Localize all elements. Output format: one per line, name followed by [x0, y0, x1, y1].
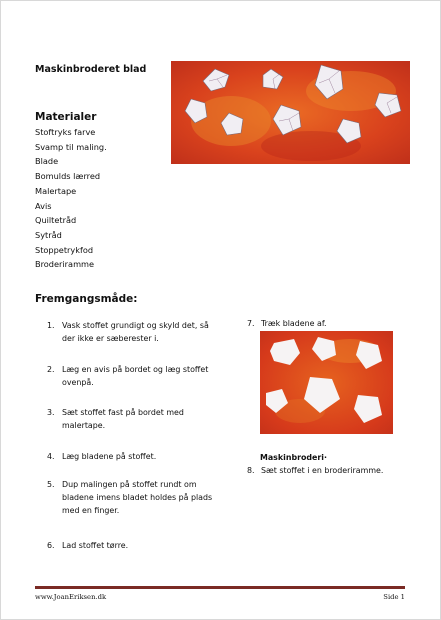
- step-text: Dup malingen på stoffet rundt om bladene imens bladet holdes på plads med en finger.: [62, 480, 213, 515]
- painted-fabric-photo: [260, 331, 393, 434]
- list-item: Stoppetrykfod: [35, 244, 94, 255]
- step-number: 4.: [47, 452, 55, 461]
- page-title: Maskinbroderet blad: [35, 64, 147, 75]
- method-heading: Fremgangsmåde:: [35, 293, 138, 305]
- step-number: 3.: [47, 408, 55, 417]
- step-text: Sæt stoffet i en broderiramme.: [261, 466, 384, 475]
- footer-divider: [35, 586, 405, 589]
- embroidered-leaves-photo: [171, 61, 410, 164]
- list-item: Malertape: [35, 185, 77, 196]
- step-number: 2.: [47, 365, 55, 374]
- list-item: Stoftryks farve: [35, 127, 96, 137]
- step-text: Lad stoffet tørre.: [62, 541, 129, 550]
- footer-website: www.JoanEriksen.dk: [35, 593, 107, 601]
- step-text: Træk bladene af.: [261, 319, 327, 328]
- step-number: 1.: [47, 321, 55, 330]
- step-number: 8.: [247, 466, 255, 475]
- step-number: 5.: [47, 480, 55, 489]
- list-item: Svamp til maling.: [35, 141, 107, 152]
- step-number: 6.: [47, 541, 55, 550]
- machine-embroidery-heading: Maskinbroderi·: [260, 453, 327, 462]
- footer-page-number: Side 1: [383, 593, 405, 601]
- list-item: Quiltetråd: [35, 215, 77, 226]
- list-item: Blade: [35, 156, 59, 167]
- step-number: 7.: [247, 319, 255, 328]
- list-item: Avis: [35, 200, 52, 211]
- step-text: Sæt stoffet fast på bordet med malertape.: [62, 408, 184, 430]
- materials-heading: Materialer: [35, 111, 97, 123]
- step-text: Læg en avis på bordet og læg stoffet ovenpå.: [62, 365, 209, 387]
- list-item: Broderiramme: [35, 259, 95, 270]
- list-item: Sytråd: [35, 229, 62, 240]
- step-text: Vask stoffet grundigt og skyld det, så der ikke er sæberester i.: [62, 321, 209, 343]
- step-text: Læg bladene på stoffet.: [62, 452, 157, 461]
- materials-list: [35, 125, 107, 272]
- list-item: Bomulds lærred: [35, 171, 101, 182]
